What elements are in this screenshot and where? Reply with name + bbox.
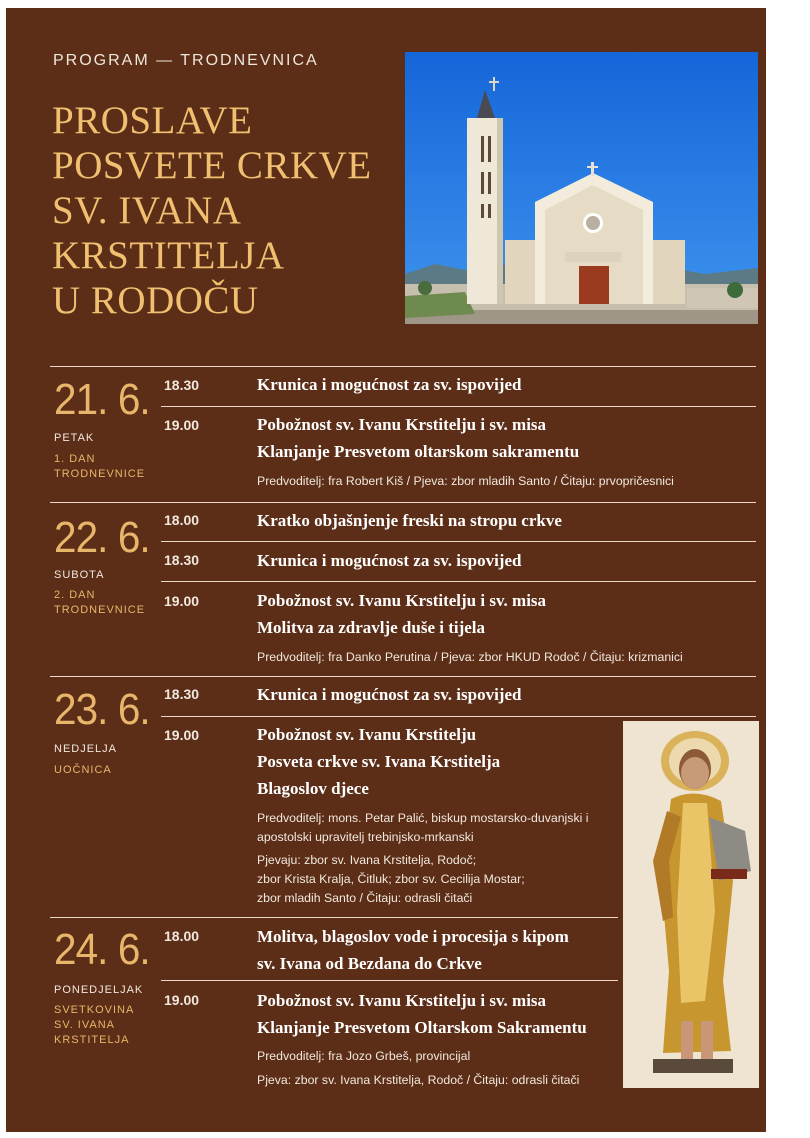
event-title-line: Blagoslov djece: [257, 779, 369, 798]
day-subtitle: [54, 763, 112, 778]
title-line: POSVETE CRKVE: [52, 144, 372, 187]
event-title-line: Pobožnost sv. Ivanu Krstitelju i sv. misa: [257, 415, 547, 434]
page-title: [52, 98, 372, 323]
event-time: 18.30: [164, 686, 200, 702]
event-title: [257, 721, 500, 802]
day-date: 24. 6.: [54, 925, 150, 974]
day-subtitle-line: 2. DAN: [54, 589, 96, 601]
event-title-line: sv. Ivana od Bezdana do Crkve: [257, 954, 482, 973]
event-time: 18.00: [164, 512, 200, 528]
event-time: 18.00: [164, 928, 200, 944]
day-subtitle-line: UOČNICA: [54, 764, 112, 776]
event-info-line: Predvoditelj: fra Danko Perutina / Pjeva: zbor HKUD Rodoč / Čitaju: krizmanici: [257, 650, 683, 664]
event-title-line: Klanjanje Presvetom Oltarskom Sakramentu: [257, 1018, 587, 1037]
day-subtitle: [54, 452, 145, 482]
program-kicker: PROGRAM — TRODNEVNICA: [53, 52, 319, 69]
event-title: [257, 507, 562, 534]
event-info: [257, 472, 674, 491]
divider: [161, 541, 756, 542]
divider: [50, 502, 756, 503]
day-subtitle-line: 1. DAN: [54, 453, 96, 465]
event-time: 18.30: [164, 377, 200, 393]
event-info-line: Predvoditelj: fra Jozo Grbeš, provincijal: [257, 1049, 471, 1063]
divider: [50, 917, 618, 918]
event-time: 18.30: [164, 552, 200, 568]
day-weekday: PONEDJELJAK: [54, 984, 144, 996]
event-info: [257, 851, 525, 908]
day-date: 23. 6.: [54, 685, 150, 734]
event-info-line: Pjeva: zbor sv. Ivana Krstitelja, Rodoč / Čitaju: odrasli čitači: [257, 1073, 580, 1087]
title-line: U RODOČU: [52, 279, 259, 322]
day-date: 21. 6.: [54, 375, 150, 424]
day-weekday: PETAK: [54, 432, 95, 444]
title-line: KRSTITELJA: [52, 234, 285, 277]
event-time: 19.00: [164, 593, 200, 609]
event-info-line: Predvoditelj: mons. Petar Palić, biskup mostarsko-duvanjski i: [257, 811, 589, 825]
event-title: [257, 987, 587, 1041]
day-subtitle-line: SVETKOVINA: [54, 1004, 135, 1016]
event-title-line: Molitva za zdravlje duše i tijela: [257, 618, 486, 637]
event-info-line: zbor mladih Santo / Čitaju: odrasli čitači: [257, 891, 473, 905]
event-title-line: Molitva, blagoslov vode i procesija s kipom: [257, 927, 569, 946]
event-title-line: Pobožnost sv. Ivanu Krstitelju i sv. misa: [257, 591, 547, 610]
event-time: 19.00: [164, 727, 200, 743]
event-title-line: Klanjanje Presvetom oltarskom sakramentu: [257, 442, 580, 461]
event-time: 19.00: [164, 417, 200, 433]
event-title-line: Kratko objašnjenje freski na stropu crkve: [257, 511, 562, 530]
event-title: [257, 371, 521, 398]
event-info-line: zbor Krista Kralja, Čitluk; zbor sv. Cecilija Mostar;: [257, 872, 525, 886]
event-time: 19.00: [164, 992, 200, 1008]
event-info: [257, 648, 683, 667]
title-line: PROSLAVE: [52, 99, 253, 142]
event-title: [257, 681, 521, 708]
day-weekday: NEDJELJA: [54, 743, 118, 755]
day-subtitle-line: TRODNEVNICE: [54, 468, 146, 480]
event-info: [257, 809, 588, 847]
event-title-line: Pobožnost sv. Ivanu Krstitelju i sv. misa: [257, 991, 547, 1010]
divider: [50, 676, 756, 677]
day-subtitle: [54, 1003, 134, 1048]
divider: [161, 581, 756, 582]
event-info: [257, 1047, 470, 1066]
event-info-line: Predvoditelj: fra Robert Kiš / Pjeva: zbor mladih Santo / Čitaju: prvopričesnici: [257, 474, 674, 488]
event-info-line: Pjevaju: zbor sv. Ivana Krstitelja, Rodoč;: [257, 853, 477, 867]
title-line: SV. IVANA: [52, 189, 242, 232]
day-weekday: SUBOTA: [54, 569, 105, 581]
day-subtitle-line: TRODNEVNICE: [54, 604, 146, 616]
statue-photo: [623, 721, 759, 1088]
event-title: [257, 587, 546, 641]
event-title-line: Krunica i mogućnost za sv. ispovijed: [257, 551, 522, 570]
divider: [161, 716, 756, 717]
day-subtitle: [54, 588, 145, 618]
event-info: [257, 1071, 579, 1090]
event-title-line: Krunica i mogućnost za sv. ispovijed: [257, 685, 522, 704]
event-title: [257, 923, 569, 977]
day-date: 22. 6.: [54, 513, 150, 562]
event-title-line: Posveta crkve sv. Ivana Krstitelja: [257, 752, 501, 771]
poster: [6, 8, 766, 1132]
event-title: [257, 547, 521, 574]
event-title: [257, 411, 579, 465]
event-title-line: Krunica i mogućnost za sv. ispovijed: [257, 375, 522, 394]
church-photo: [405, 52, 758, 324]
event-info-line: apostolski upravitelj trebinjsko-mrkanski: [257, 830, 474, 844]
divider: [161, 406, 756, 407]
divider: [50, 366, 756, 367]
day-subtitle-line: KRSTITELJA: [54, 1034, 130, 1046]
event-title-line: Pobožnost sv. Ivanu Krstitelju: [257, 725, 477, 744]
divider: [161, 980, 618, 981]
day-subtitle-line: SV. IVANA: [54, 1019, 115, 1031]
